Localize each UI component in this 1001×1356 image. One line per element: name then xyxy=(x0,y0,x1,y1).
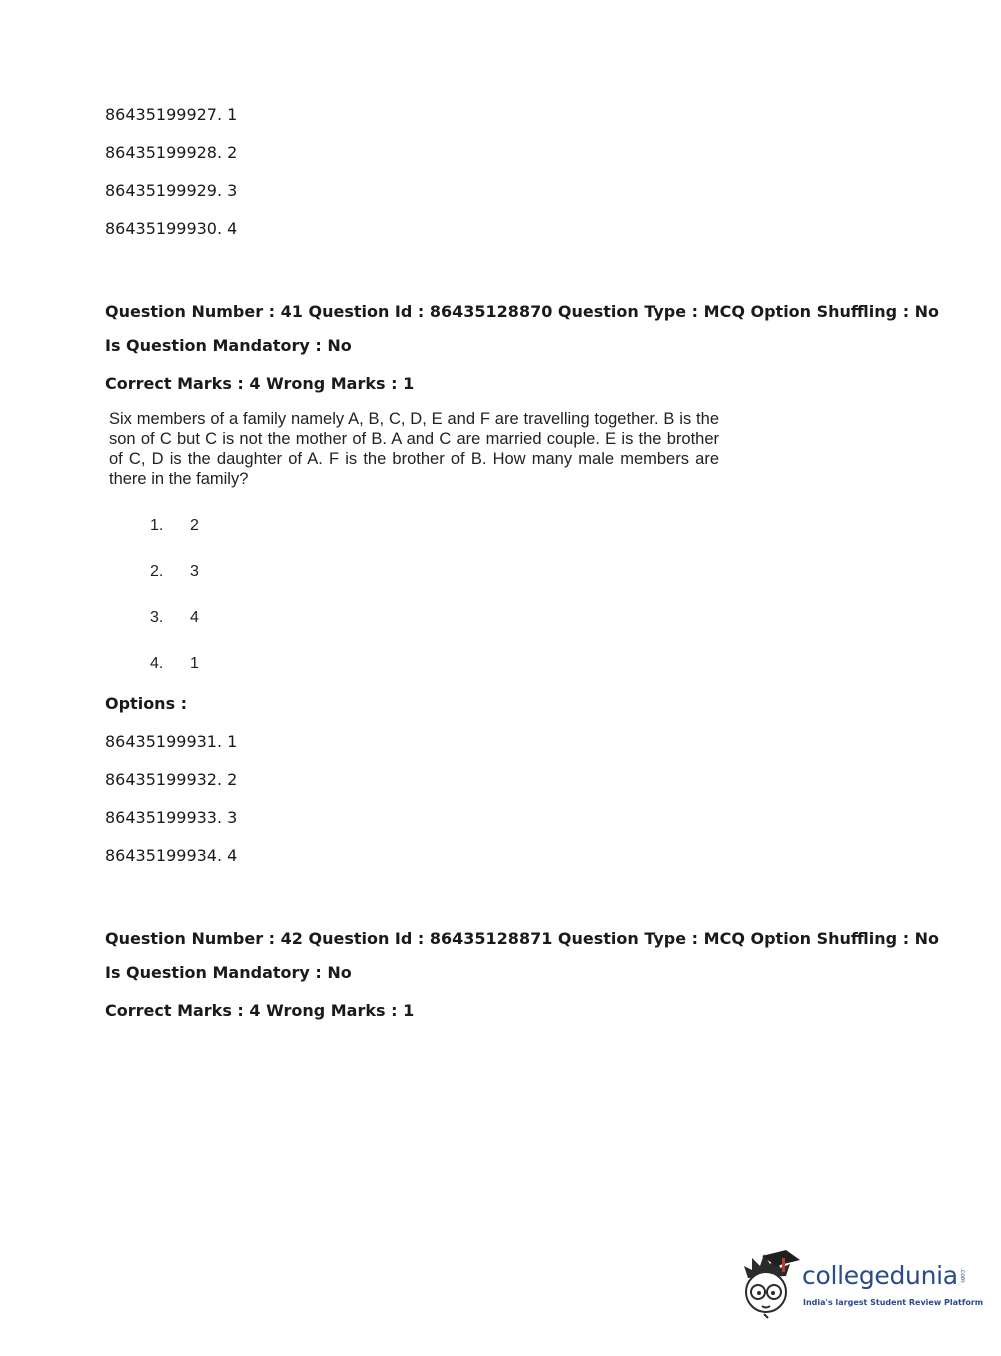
choice-number: 4. xyxy=(150,655,164,672)
option-line: 86435199931. 1 xyxy=(105,732,238,751)
option-line: 86435199933. 3 xyxy=(105,808,238,827)
mascot-icon xyxy=(740,1248,802,1320)
question-mandatory: Is Question Mandatory : No xyxy=(105,963,352,982)
choice-number: 3. xyxy=(150,609,164,626)
collegedunia-logo xyxy=(740,1248,984,1320)
choice-number: 2. xyxy=(150,563,164,580)
question-header: Question Number : 42 Question Id : 86435128871 Question Type : MCQ Option Shuffling : No xyxy=(105,929,940,948)
option-line: 86435199934. 4 xyxy=(105,846,238,865)
option-line: 86435199927. 1 xyxy=(105,105,238,124)
question-marks: Correct Marks : 4 Wrong Marks : 1 xyxy=(105,374,415,393)
question-text: Six members of a family namely A, B, C, D, E and F are travelling together. B is the son of C but C is not the mother of B. A and C are married couple. E is the brother of C, D is the daughter of A. F is the brother of B. How many male members are there in the family? xyxy=(109,410,719,488)
logo-wordmark: collegedunia xyxy=(802,1261,958,1290)
answer-choice xyxy=(150,654,199,674)
choice-value: 2 xyxy=(190,517,199,534)
answer-choice xyxy=(150,516,199,536)
question-marks: Correct Marks : 4 Wrong Marks : 1 xyxy=(105,1001,415,1020)
option-line: 86435199932. 2 xyxy=(105,770,238,789)
answer-choice xyxy=(150,562,199,582)
option-line: 86435199930. 4 xyxy=(105,219,238,238)
question-header: Question Number : 41 Question Id : 86435128870 Question Type : MCQ Option Shuffling : No xyxy=(105,302,940,321)
options-label: Options : xyxy=(105,694,188,713)
choice-number: 1. xyxy=(150,517,164,534)
logo-suffix: .com xyxy=(959,1268,966,1283)
choice-value: 4 xyxy=(190,609,199,626)
option-line: 86435199928. 2 xyxy=(105,143,238,162)
choice-value: 1 xyxy=(190,655,199,672)
logo-tagline: India's largest Student Review Platform xyxy=(803,1298,984,1307)
choice-value: 3 xyxy=(190,563,199,580)
option-line: 86435199929. 3 xyxy=(105,181,238,200)
answer-choice xyxy=(150,608,199,628)
question-mandatory: Is Question Mandatory : No xyxy=(105,336,352,355)
